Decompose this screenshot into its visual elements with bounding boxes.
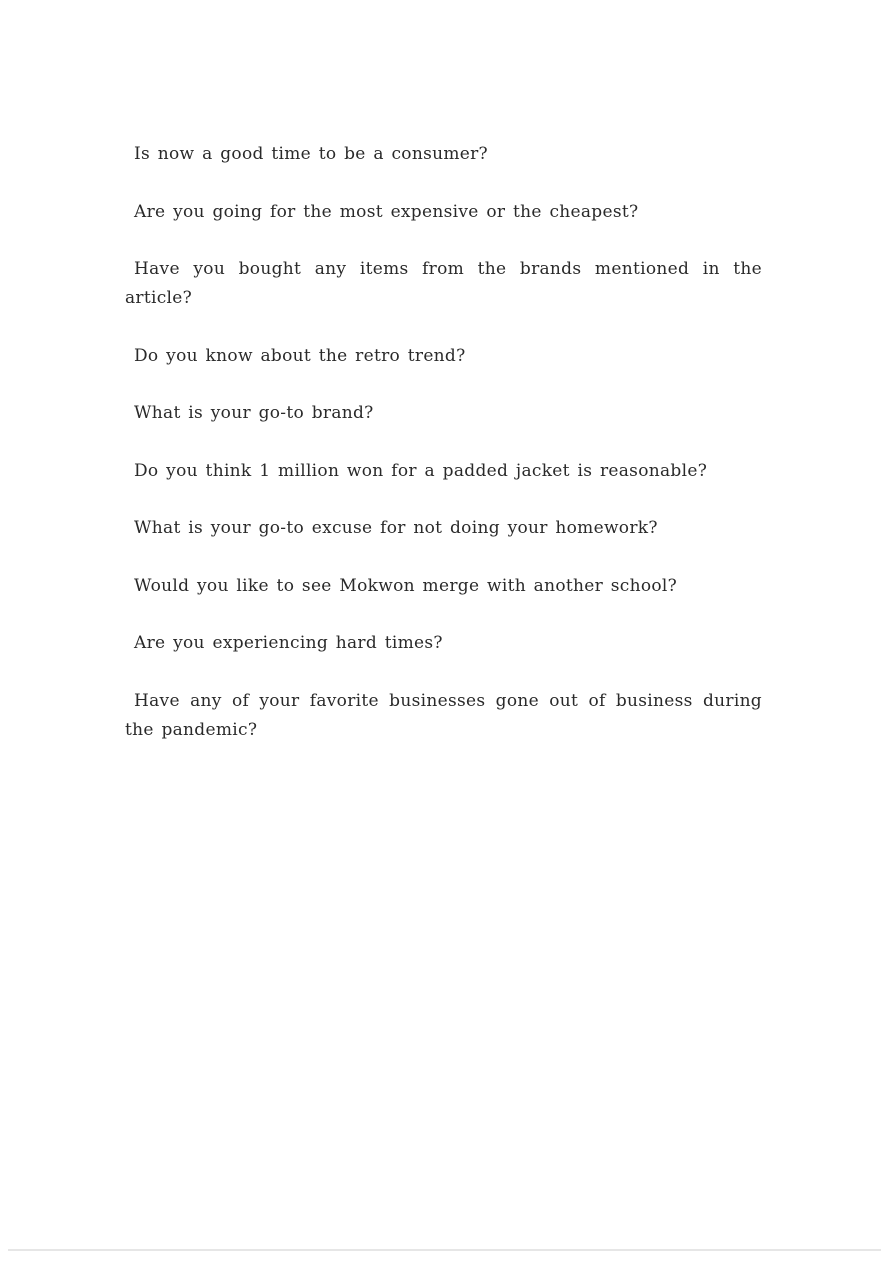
page-bottom-edge (8, 1249, 881, 1251)
question-item: What is your go-to brand? (134, 403, 374, 423)
question-item: What is your go-to excuse for not doing your homework? (134, 518, 658, 538)
question-item: Are you going for the most expensive or the cheapest? (134, 201, 639, 222)
question-item: Have you bought any items from the brands mentioned in the article? (125, 259, 762, 308)
question-item: Are you experiencing hard times? (134, 633, 443, 653)
question-item: Do you think 1 million won for a padded jacket is reasonable? (134, 460, 708, 481)
question-item: Do you know about the retro trend? (134, 345, 466, 366)
question-item: Would you like to see Mokwon merge with another school? (134, 575, 678, 596)
question-list (125, 140, 762, 773)
question-item: Is now a good time to be a consumer? (134, 144, 488, 164)
question-item: Have any of your favorite businesses gone out of business during the pandemic? (125, 690, 762, 740)
